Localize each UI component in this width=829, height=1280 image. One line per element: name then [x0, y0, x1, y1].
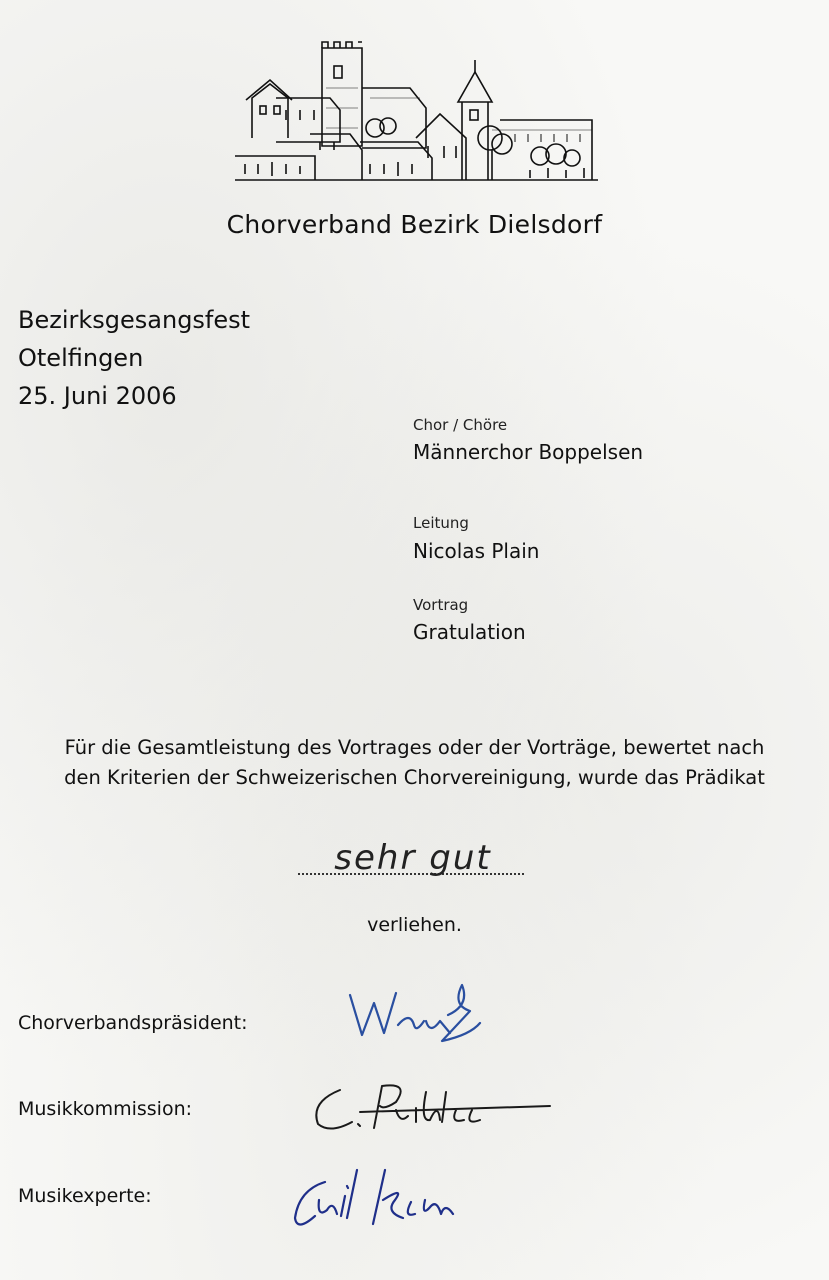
signature-label-music-commission: Musikkommission:	[18, 1098, 193, 1120]
conductor-value: Nicolas Plain	[413, 539, 540, 563]
signature-label-president: Chorverbandspräsident:	[18, 1012, 248, 1034]
event-name: Bezirksgesangsfest	[18, 306, 251, 334]
organization-title: Chorverband Bezirk Dielsdorf	[226, 210, 603, 239]
signature-label-music-expert: Musikexperte:	[18, 1185, 152, 1207]
statement-line-1: Für die Gesamtleistung des Vortrages oder der Vorträge, bewertet nach	[64, 736, 765, 759]
piece-value: Gratulation	[413, 620, 526, 644]
village-illustration	[230, 38, 602, 188]
piece-label: Vortrag	[413, 596, 469, 614]
conductor-label: Leitung	[413, 514, 469, 532]
event-place: Otelfingen	[18, 344, 144, 372]
choir-label: Chor / Chöre	[413, 416, 508, 434]
predicate-handwritten: sehr gut	[334, 838, 492, 878]
signature-music-commission	[300, 1072, 560, 1142]
event-date: 25. Juni 2006	[18, 382, 177, 410]
statement-line-2: den Kriterien der Schweizerischen Chorvereinigung, wurde das Prädikat	[64, 766, 765, 789]
awarded-text: verliehen.	[367, 914, 462, 936]
choir-value: Männerchor Boppelsen	[413, 440, 644, 464]
signature-president	[340, 975, 490, 1055]
signature-music-expert	[285, 1160, 485, 1240]
